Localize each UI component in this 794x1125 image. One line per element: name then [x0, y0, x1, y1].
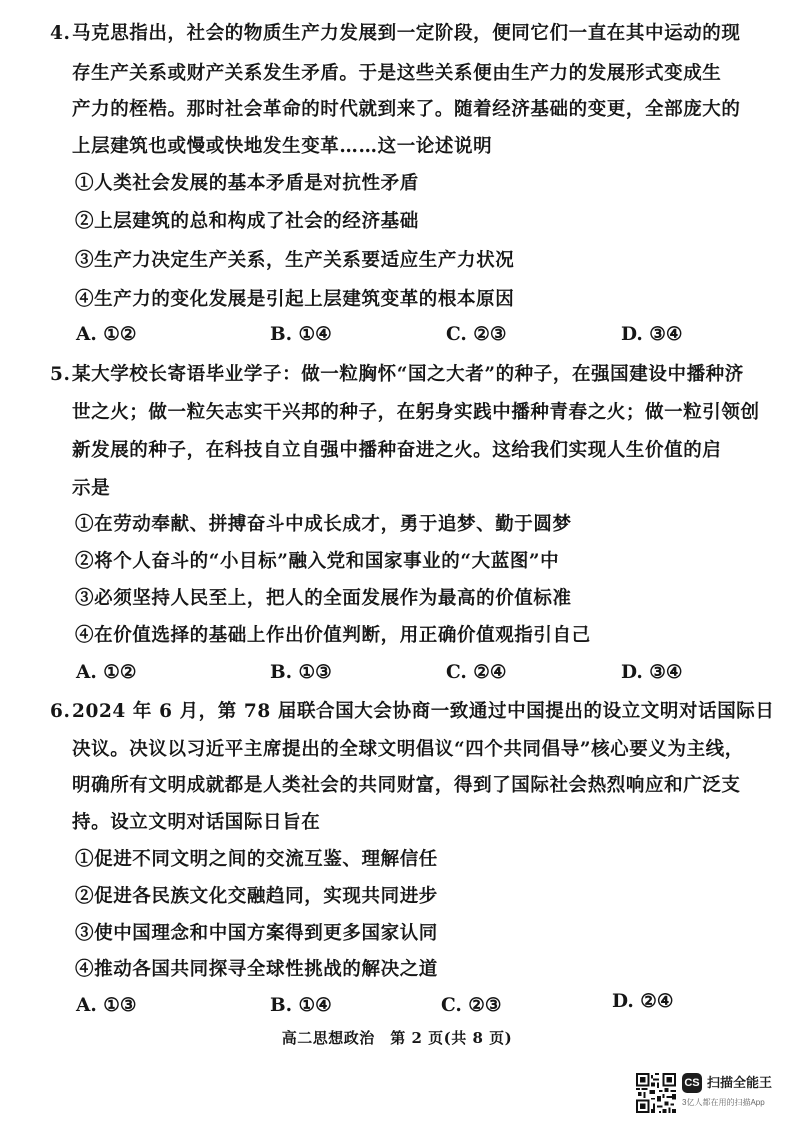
statement-option: ④生产力的变化发展是引起上层建筑变革的根本原因 — [75, 289, 515, 310]
answer-choice-d: D. ③④ — [621, 324, 683, 345]
camscanner-tagline: 3亿人都在用的扫描App — [682, 1098, 765, 1107]
question-stem-line: 存生产关系或财产关系发生矛盾。于是这些关系便由生产力的发展形式变成生 — [72, 63, 722, 84]
qr-code-icon — [636, 1073, 676, 1113]
question-stem-line: 明确所有文明成就都是人类社会的共同财富，得到了国际社会热烈响应和广泛支 — [72, 775, 741, 796]
question-number: 5. — [50, 364, 71, 385]
answer-choice-c: C. ②③ — [446, 324, 507, 345]
answer-choice-b: B. ①④ — [270, 995, 332, 1016]
page-footer: 高二思想政治 第 2 页(共 8 页) — [281, 1029, 513, 1047]
question-stem-line: 世之火；做一粒矢志实干兴邦的种子，在躬身实践中播种青春之火；做一粒引领创 — [72, 402, 760, 423]
statement-option: ④推动各国共同探寻全球性挑战的解决之道 — [75, 959, 438, 980]
question-stem-line: 示是 — [72, 478, 111, 499]
answer-choice-d: D. ③④ — [621, 662, 683, 683]
question-number: 6. — [50, 701, 71, 722]
question-stem-line: 产力的桎梏。那时社会革命的时代就到来了。随着经济基础的变更，全部庞大的 — [72, 99, 741, 120]
question-stem-line: 某大学校长寄语毕业学子：做一粒胸怀“国之大者”的种子，在强国建设中播种济 — [72, 364, 744, 385]
answer-choice-c: C. ②④ — [446, 662, 507, 683]
question-stem-line: 2024 年 6 月，第 78 届联合国大会协商一致通过中国提出的设立文明对话国际日 — [72, 701, 775, 722]
question-stem-line: 决议。决议以习近平主席提出的全球文明倡议“四个共同倡导”核心要义为主线， — [72, 739, 744, 760]
statement-option: ①促进不同文明之间的交流互鉴、理解信任 — [75, 849, 438, 870]
question-stem-line: 新发展的种子，在科技自立自强中播种奋进之火。这给我们实现人生价值的启 — [72, 440, 722, 461]
statement-option: ④在价值选择的基础上作出价值判断，用正确价值观指引自己 — [75, 625, 591, 646]
question-number: 4. — [50, 23, 71, 44]
answer-choice-b: B. ①③ — [270, 662, 332, 683]
statement-option: ①人类社会发展的基本矛盾是对抗性矛盾 — [75, 173, 419, 194]
question-stem-line: 上层建筑也或慢或快地发生变革……这一论述说明 — [72, 136, 493, 157]
answer-choice-a: A. ①③ — [76, 995, 137, 1016]
camscanner-logo-icon: CS — [682, 1073, 702, 1093]
statement-option: ③必须坚持人民至上，把人的全面发展作为最高的价值标准 — [75, 588, 572, 609]
question-stem-line: 持。设立文明对话国际日旨在 — [72, 812, 321, 833]
statement-option: ②促进各民族文化交融趋同，实现共同进步 — [75, 886, 438, 907]
answer-choice-a: A. ①② — [76, 324, 137, 345]
camscanner-app-name: 扫描全能王 — [707, 1075, 773, 1090]
statement-option: ②将个人奋斗的“小目标”融入党和国家事业的“大蓝图”中 — [75, 551, 560, 572]
answer-choice-a: A. ①② — [76, 662, 137, 683]
answer-choice-c: C. ②③ — [441, 995, 502, 1016]
answer-choice-b: B. ①④ — [270, 324, 332, 345]
statement-option: ③生产力决定生产关系，生产关系要适应生产力状况 — [75, 250, 515, 271]
question-stem-line: 马克思指出，社会的物质生产力发展到一定阶段，便同它们一直在其中运动的现 — [72, 23, 741, 44]
statement-option: ②上层建筑的总和构成了社会的经济基础 — [75, 211, 419, 232]
answer-choice-d: D. ②④ — [612, 991, 674, 1012]
statement-option: ③使中国理念和中国方案得到更多国家认同 — [75, 923, 438, 944]
statement-option: ①在劳动奉献、拼搏奋斗中成长成才，勇于追梦、勤于圆梦 — [75, 514, 572, 535]
